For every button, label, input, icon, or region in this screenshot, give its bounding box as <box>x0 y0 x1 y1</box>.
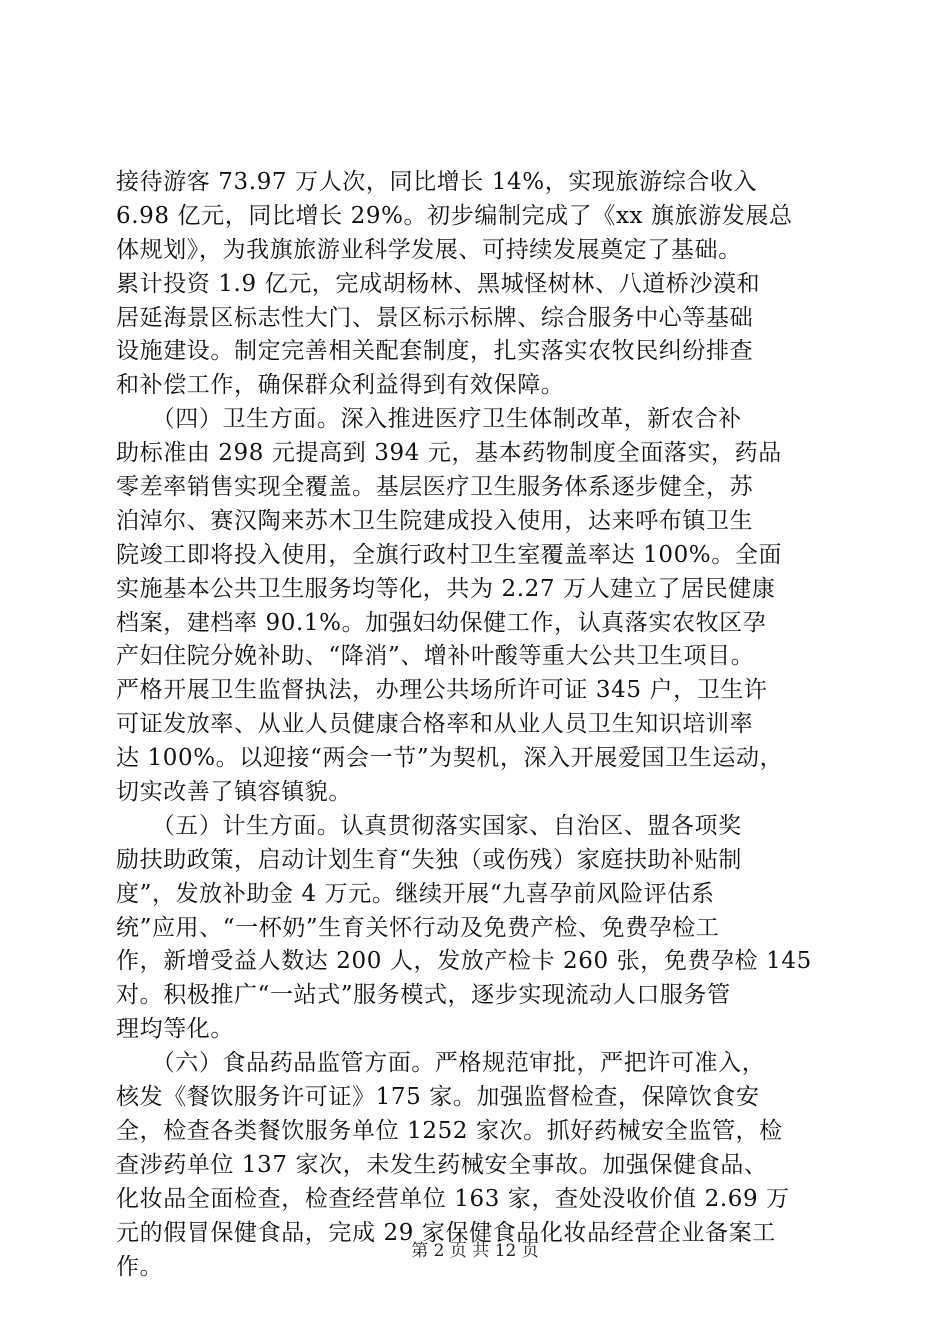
text-line: 作。 <box>116 1253 164 1280</box>
text-line: 档案，建档率 90.1%。加强妇幼保健工作，认真落实农牧区孕 <box>116 609 767 636</box>
text-line: 达 100%。以迎接“两会一节”为契机，深入开展爱国卫生运动， <box>116 745 784 772</box>
paragraph-start-food-drug: （六）食品药品监管方面。严格规范审批，严把许可准入， <box>116 1050 766 1077</box>
text-line: 统”应用、“一杯奶”生育关怀行动及免费产检、免费孕检工 <box>116 914 720 941</box>
text-line: 对。积极推广“一站式”服务模式，逐步实现流动人口服务管 <box>116 982 731 1009</box>
text-line: 居延海景区标志性大门、景区标示标牌、综合服务中心等基础 <box>116 304 754 331</box>
text-line: 设施建设。制定完善相关配套制度，扎实落实农牧民纠纷排查 <box>116 338 754 365</box>
text-line: 切实改善了镇容镇貌。 <box>116 779 352 806</box>
text-line: 产妇住院分娩补助、“降消”、增补叶酸等重大公共卫生项目。 <box>116 643 755 670</box>
text-line: 核发《餐饮服务许可证》175 家。加强监督检查，保障饮食安 <box>116 1084 760 1111</box>
text-line: 院竣工即将投入使用，全旗行政村卫生室覆盖率达 100%。全面 <box>116 541 783 568</box>
text-line: 体规划》，为我旗旅游业科学发展、可持续发展奠定了基础。 <box>116 236 742 263</box>
document-body <box>116 166 836 1284</box>
text-line: 全，检查各类餐饮服务单位 1252 家次。抓好药械安全监管，检 <box>116 1117 783 1144</box>
text-line: 作，新增受益人数达 200 人，发放产检卡 260 张，免费孕检 145 <box>116 948 812 975</box>
text-line: 累计投资 1.9 亿元，完成胡杨林、黑城怪树林、八道桥沙漠和 <box>116 270 761 297</box>
text-line: 元的假冒保健食品，完成 29 家保健食品化妆品经营企业备案工 <box>116 1219 776 1246</box>
text-line: 6.98 亿元，同比增长 29%。初步编制完成了《xx 旗旅游发展总 <box>116 202 793 229</box>
text-line: 严格开展卫生监督执法，办理公共场所许可证 345 户，卫生许 <box>116 677 768 704</box>
text-line: 度”，发放补助金 4 万元。继续开展“九喜孕前风险评估系 <box>116 880 715 907</box>
text-line: 理均等化。 <box>116 1016 234 1043</box>
text-line: 实施基本公共卫生服务均等化，共为 2.27 万人建立了居民健康 <box>116 575 776 602</box>
text-line: 零差率销售实现全覆盖。基层医疗卫生服务体系逐步健全，苏 <box>116 474 754 501</box>
text-line: 助标准由 298 元提高到 394 元，基本药物制度全面落实，药品 <box>116 440 782 467</box>
paragraph-start-health: （四）卫生方面。深入推进医疗卫生体制改革，新农合补 <box>116 406 742 433</box>
text-line: 查涉药单位 137 家次，未发生药械安全事故。加强保健食品、 <box>116 1151 768 1178</box>
page-number-footer: 第 2 页 共 12 页 <box>411 1241 539 1261</box>
paragraph-start-family-planning: （五）计生方面。认真贯彻落实国家、自治区、盟各项奖 <box>116 812 742 839</box>
text-line: 接待游客 73.97 万人次，同比增长 14%，实现旅游综合收入 <box>116 169 758 195</box>
text-line: 泊淖尔、赛汉陶来苏木卫生院建成投入使用，达来呼布镇卫生 <box>116 507 754 534</box>
text-line: 化妆品全面检查，检查经营单位 163 家，查处没收价值 2.69 万 <box>116 1185 790 1212</box>
text-line: 可证发放率、从业人员健康合格率和从业人员卫生知识培训率 <box>116 711 754 738</box>
text-line: 励扶助政策，启动计划生育“失独（或伤残）家庭扶助补贴制 <box>116 846 742 873</box>
text-line: 和补偿工作，确保群众利益得到有效保障。 <box>116 372 565 399</box>
